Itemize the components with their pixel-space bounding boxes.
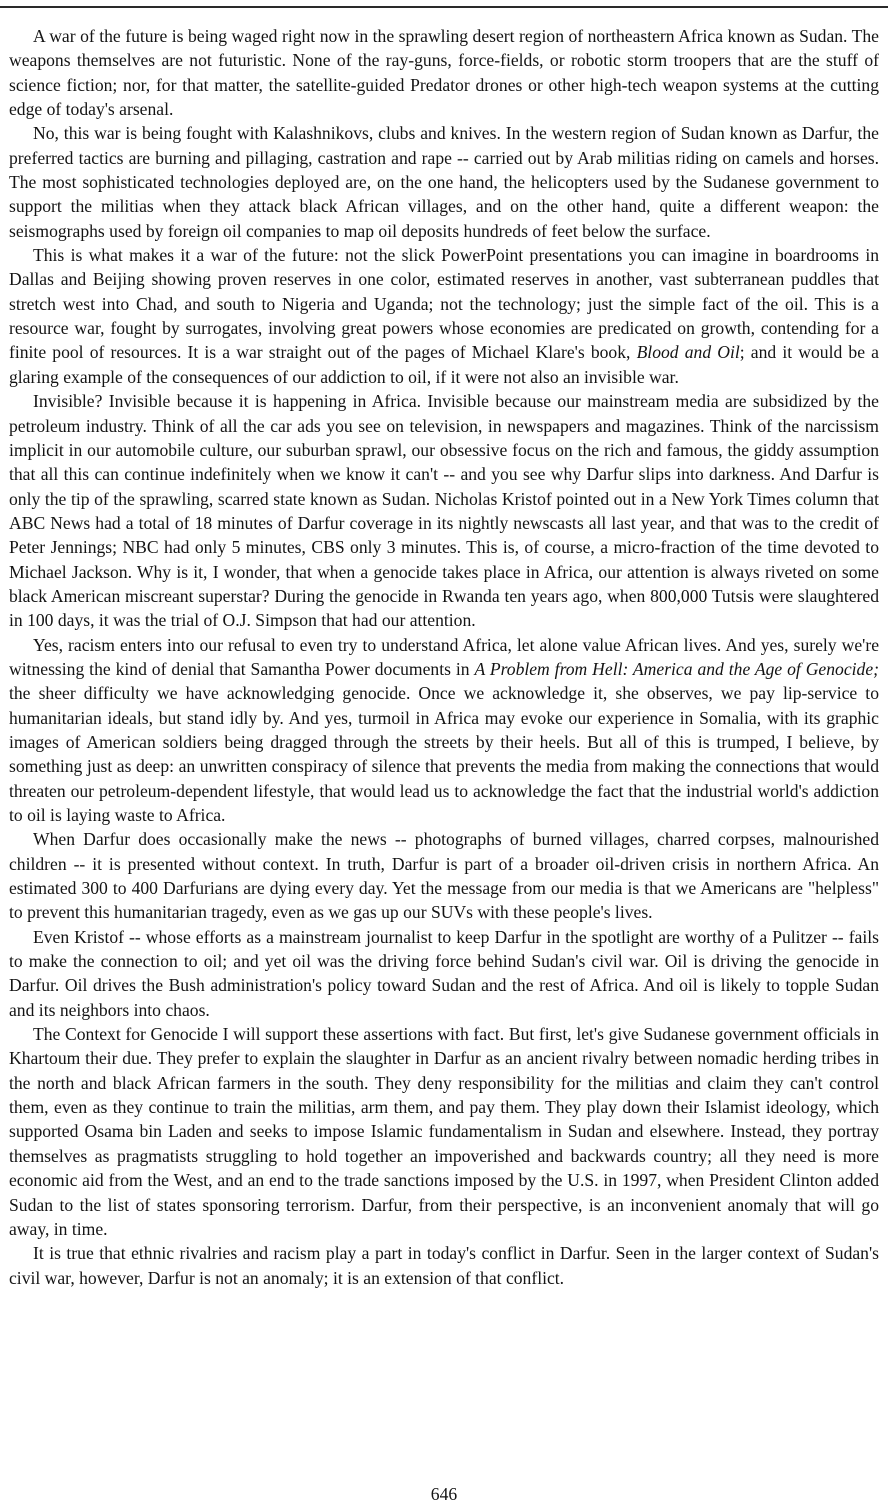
text-run: Even Kristof -- whose efforts as a mainstream journalist to keep Darfur in the spotlight are worthy of a Pulitzer -- fails to make the connection to oil; and yet oil was the driving force behind Sudan's civil war. Oil is driving the genocide in Darfur. Oil drives the Bush administration's policy toward Sudan and the rest of Africa. And oil is likely to topple Sudan and its neighbors into chaos. xyxy=(9,926,879,1020)
body-text xyxy=(9,24,879,1290)
paragraph xyxy=(9,121,879,243)
paragraph xyxy=(9,243,879,389)
text-run: Invisible? Invisible because it is happening in Africa. Invisible because our mainstream media are subsidized by the petroleum industry. Think of all the car ads you see on television, in newspapers and magazines. Think of the narcissism implicit in our automobile culture, our suburban sprawl, our obsessive focus on the rich and famous, the giddy assumption that all this can continue indefinitely when we know it can't -- and you see why Darfur slips into darkness. And Darfur is only the tip of the sprawling, scarred state known as Sudan. Nicholas Kristof pointed out in a New York Times column that ABC News had a total of 18 minutes of Darfur coverage in its nightly newscasts all last year, and that was to the credit of Peter Jennings; NBC had only 5 minutes, CBS only 3 minutes. This is, of course, a micro-fraction of the time devoted to Michael Jackson. Why is it, I wonder, that when a genocide takes place in Africa, our attention is always riveted on some black American miscreant superstar? During the genocide in Rwanda ten years ago, when 800,000 Tutsis were slaughtered in 100 days, it was the trial of O.J. Simpson that had our attention. xyxy=(9,391,879,631)
text-run: The Context for Genocide I will support these assertions with fact. But first, let's give Sudanese government officials in Khartoum their due. They prefer to explain the slaughter in Darfur as an ancient rivalry between nomadic herding tribes in the north and black African farmers in the south. They deny responsibility for the militias and claim they can't control them, even as they continue to train the militias, arm them, and pay them. They play down their Islamist ideology, which supported Osama bin Laden and seeks to impose Islamic fundamentalism in Sudan and elsewhere. Instead, they portray themselves as pragmatists struggling to hold together an impoverished and backwards country; all they need is more economic aid from the West, and an end to the trade sanctions imposed by the U.S. in 1997, when President Clinton added Sudan to the list of states sponsoring terrorism. Darfur, from their perspective, is an inconvenient anomaly that will go away, in time. xyxy=(9,1024,879,1239)
page-number: 646 xyxy=(430,1484,458,1504)
text-run: This is what makes it a war of the future: not the slick PowerPoint presentations you can imagine in boardrooms in Dallas and Beijing showing proven reserves in one color, estimated reserves in another, vast subterranean puddles that stretch west into Chad, and south to Nigeria and Uganda; not the technology; just the simple fact of the oil. This is a resource war, fought by surrogates, involving great powers whose economies are predicated on growth, contending for a finite pool of resources. It is a war straight out of the pages of Michael Klare's book, xyxy=(9,245,879,363)
paragraph xyxy=(9,1241,879,1290)
text-run: No, this war is being fought with Kalashnikovs, clubs and knives. In the western region of Sudan known as Darfur, the preferred tactics are burning and pillaging, castration and rape -- carried out by Arab militias riding on camels and horses. The most sophisticated technologies deployed are, on the one hand, the helicopters used by the Sudanese government to support the militias when they attack black African villages, and on the other hand, quite a different weapon: the seismographs used by foreign oil companies to map oil deposits hundreds of feet below the surface. xyxy=(9,123,879,241)
italic-title: A Problem from Hell: America and the Age of Genocide; xyxy=(474,658,879,679)
paragraph xyxy=(9,24,879,121)
top-rule xyxy=(0,6,888,8)
paragraph xyxy=(9,1022,879,1241)
text-run: Yes, racism enters into our refusal to even try to understand Africa, let alone value African lives. And yes, surely we're witnessing the kind of denial that Samantha Power documents in xyxy=(9,634,879,679)
paragraph xyxy=(9,633,879,828)
text-run: When Darfur does occasionally make the news -- photographs of burned villages, charred corpses, malnourished children -- it is presented without context. In truth, Darfur is part of a broader oil-driven crisis in northern Africa. An estimated 300 to 400 Darfurians are dying every day. Yet the message from our media is that we Americans are "helpless" to prevent this humanitarian tragedy, even as we gas up our SUVs with these people's lives. xyxy=(9,829,879,923)
paragraph xyxy=(9,389,879,632)
text-run: ; and it would be a glaring example of the consequences of our addiction to oil, if it were not also an invisible war. xyxy=(9,342,879,387)
italic-title: Blood and Oil xyxy=(636,342,740,363)
text-run: the sheer difficulty we have acknowledging genocide. Once we acknowledge it, she observes, we pay lip-service to humanitarian ideals, but stand idly by. And yes, turmoil in Africa may evoke our experience in Somalia, with its graphic images of American soldiers being dragged through the streets by their heels. But all of this is trumped, I believe, by something just as deep: an unwritten conspiracy of silence that prevents the media from making the connections that would threaten our petroleum-dependent lifestyle, that would lead us to acknowledge the fact that the industrial world's addiction to oil is laying waste to Africa. xyxy=(9,683,879,825)
paragraph xyxy=(9,827,879,924)
text-run: A war of the future is being waged right now in the sprawling desert region of northeastern Africa known as Sudan. The weapons themselves are not futuristic. None of the ray-guns, force-fields, or robotic storm troopers that are the stuff of science fiction; nor, for that matter, the satellite-guided Predator drones or other high-tech weapon systems at the cutting edge of today's arsenal. xyxy=(9,26,879,120)
text-run: It is true that ethnic rivalries and racism play a part in today's conflict in Darfur. Seen in the larger context of Sudan's civil war, however, Darfur is not an anomaly; it is an extension of that conflict. xyxy=(9,1243,879,1288)
paragraph xyxy=(9,925,879,1022)
